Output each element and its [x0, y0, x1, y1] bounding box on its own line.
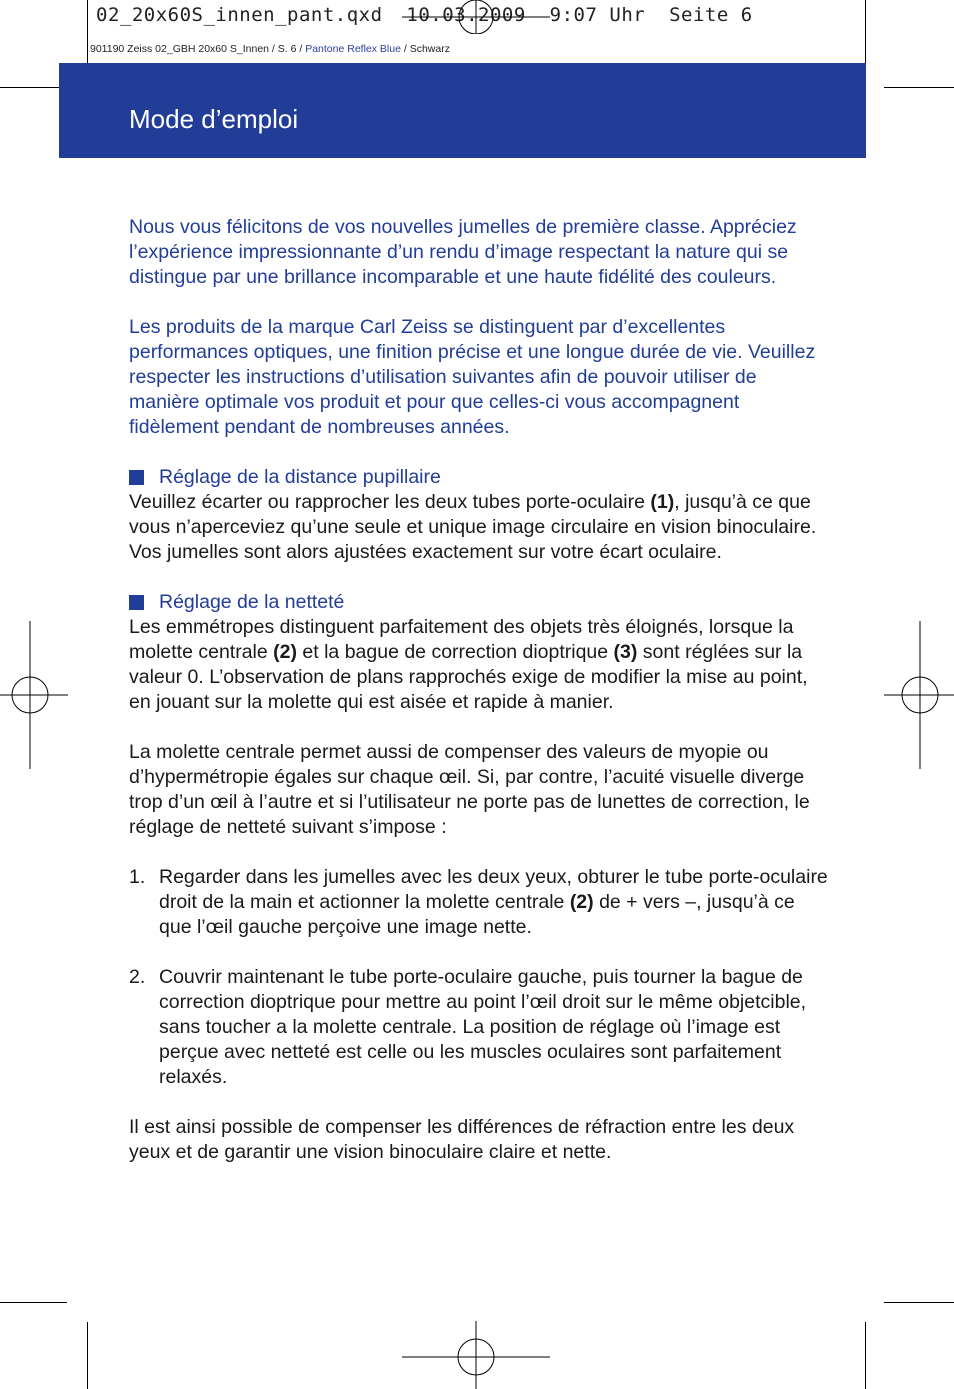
section-heading-pupillary [129, 465, 829, 490]
list-number: 1. [129, 866, 146, 888]
crop-mark [884, 1302, 954, 1303]
registration-mark-right [884, 621, 954, 769]
registration-mark-top [402, 0, 550, 34]
slug-filename: 02_20x60S_innen_pant.qxd 10.03.2009 9:07 Uhr Seite 6 [96, 4, 753, 26]
page-title: Mode d’emploi [129, 104, 299, 134]
square-bullet-icon [129, 595, 144, 610]
section-heading-focus [129, 590, 829, 615]
section-heading-label: Réglage de la distance pupillaire [159, 466, 441, 488]
slug-color-name: Pantone Reflex Blue [305, 43, 401, 55]
crop-mark [884, 87, 954, 88]
list-item [129, 865, 829, 940]
crop-mark [865, 0, 866, 68]
intro-paragraph: Nous vous félicitons de vos nouvelles jumelles de première classe. Appréciez l’expérience impressionnante d’un rendu d’image respectant la nature qui se distingue par une brillance incomparable et une haute fidélité des couleurs. [129, 216, 797, 288]
part-reference: (2) [273, 641, 297, 663]
main-content [129, 215, 829, 1190]
list-number: 2. [129, 966, 146, 988]
crop-mark [87, 0, 88, 68]
header-band [59, 63, 866, 158]
list-item [129, 965, 829, 1090]
registration-mark-bottom [402, 1321, 550, 1389]
crop-mark [865, 1322, 866, 1389]
list-text: Regarder dans les jumelles avec les deux yeux, obturer le tube porte-oculaire droit de la main et actionner la molette centrale (2) de + vers –, jusqu’à ce que l’œil gauche perçoive une image nette. [159, 866, 828, 938]
slug-job-suffix: / Schwarz [400, 43, 450, 55]
crop-mark [0, 87, 67, 88]
square-bullet-icon [129, 470, 144, 485]
crop-mark [87, 1322, 88, 1389]
crop-mark [0, 1302, 67, 1303]
intro-paragraph: Les produits de la marque Carl Zeiss se distinguent par d’excellentes performances optiques, une finition précise et une longue durée de vie. Veuillez respecter les instructions d’utilisation suivantes afin de pouvoir utiliser de manière optimale vos produit et pour que celles-ci vous accompagnent fidèlement pendant de nombreuses années. [129, 316, 816, 438]
part-reference: (1) [650, 491, 675, 513]
list-text: Couvrir maintenant le tube porte-oculaire gauche, puis tourner la bague de correction dioptrique pour mettre au point l’œil droit sur le même objetcible, sans toucher a la molette centrale. La position de réglage où l’image est perçue avec netteté est celle ou les muscles oculaires sont parfaitement relaxés. [159, 966, 807, 1088]
part-reference: (3) [613, 641, 638, 663]
slug-job-prefix: 901190 Zeiss 02_GBH 20x60 S_Innen / S. 6 / [90, 43, 306, 55]
section-paragraph: Veuillez écarter ou rapprocher les deux tubes porte-oculaire (1), jusqu’à ce que vous n’aperceviez qu’une seule et unique image circulaire en vision binoculaire. Vos jumelles sont alors ajustées exactement sur votre écart oculaire. [129, 491, 817, 563]
section-paragraph: La molette centrale permet aussi de compenser des valeurs de myopie ou d’hypermétropie égales sur chaque œil. Si, par contre, l’acuité visuelle diverge trop d’un œil à l’autre et si l’utilisateur ne porte pas de lunettes de correction, le réglage de netteté suivant s’impose : [129, 741, 810, 838]
registration-mark-left [0, 621, 68, 769]
section-paragraph: Les emmétropes distinguent parfaitement des objets très éloignés, lorsque la molette centrale (2) et la bague de correction dioptrique (3) sont réglées sur la valeur 0. L’observation de plans rapprochés exige de modifier la mise au point, en jouant sur la molette qui est aisée et rapide à manier. [129, 616, 808, 713]
slug-job-info [90, 43, 450, 55]
section-heading-label: Réglage de la netteté [159, 591, 345, 613]
section-paragraph: Il est ainsi possible de compenser les différences de réfraction entre les deux yeux et de garantir une vision binoculaire claire et nette. [129, 1116, 795, 1163]
part-reference: (2) [569, 891, 594, 913]
